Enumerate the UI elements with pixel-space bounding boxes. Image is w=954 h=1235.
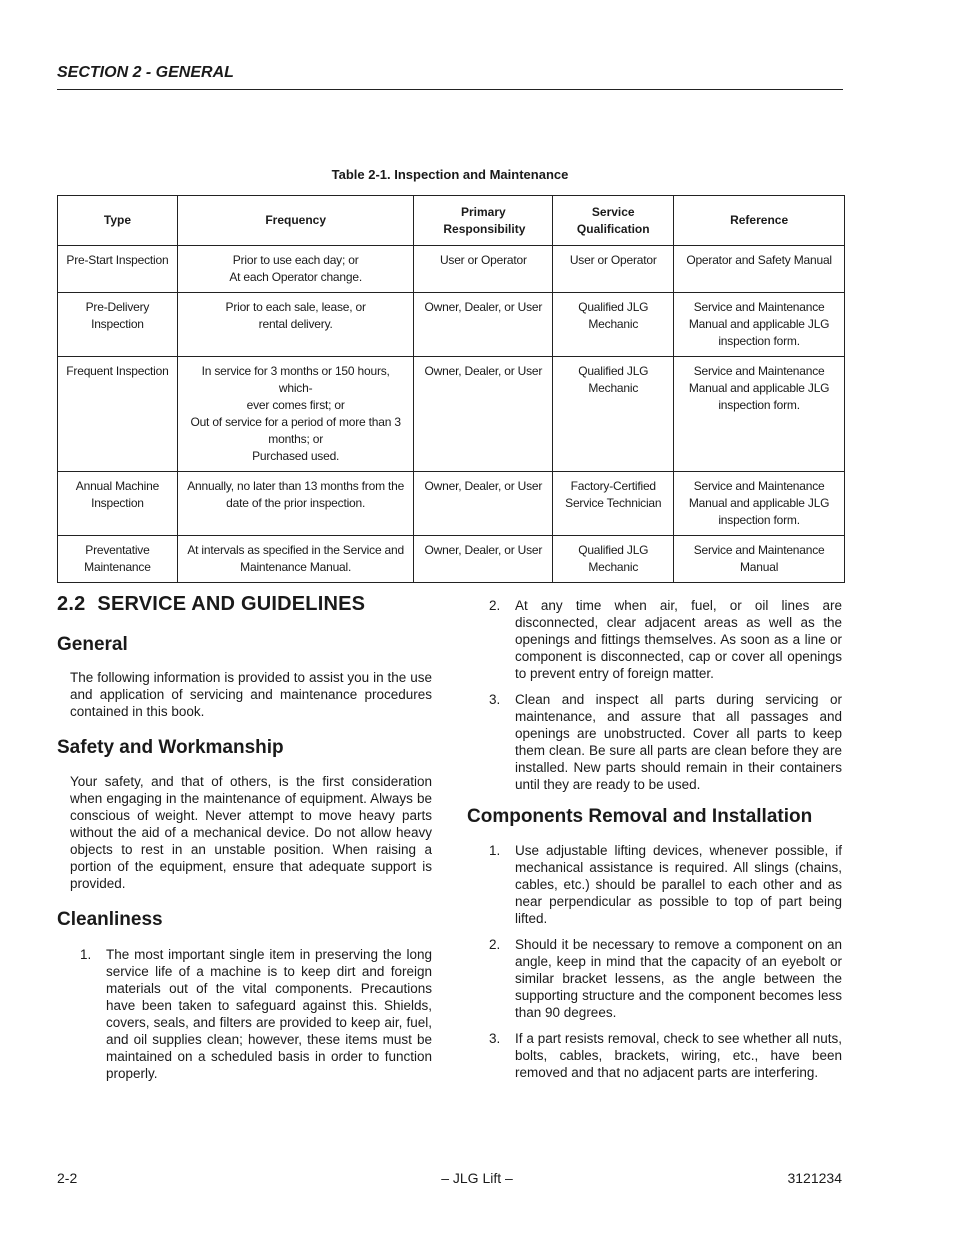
cell-line: In service for 3 months or 150 hours, which-: [201, 364, 390, 395]
cell-line: Service and Maintenance: [693, 364, 825, 378]
list-item-text: Clean and inspect all parts during servicing or maintenance, and assure that all passages and openings are unobstructed. Cover all parts to keep them clean. Be sure all parts are clean before they are installed. New parts should remain in their containers until they are ready to be used.: [515, 692, 842, 792]
cell-reference: [674, 536, 845, 583]
table-row: [58, 536, 845, 583]
cell-line: inspection form.: [718, 334, 800, 348]
cell-type: [58, 472, 178, 536]
cell-line: Owner, Dealer, or User: [424, 543, 543, 557]
cell-line: Manual and applicable JLG: [688, 317, 830, 331]
cell-line: Mechanic: [588, 317, 639, 331]
cell-reference: [674, 246, 845, 293]
cell-line: date of the prior inspection.: [226, 496, 366, 510]
components-heading: Components Removal and Installation: [467, 806, 813, 827]
cell-line: Service and Maintenance: [693, 543, 825, 557]
cell-service-qualification: [553, 293, 674, 357]
list-item-text: Use adjustable lifting devices, whenever possible, if mechanical assistance is required. All slings (chains, cables, etc.) should be parallel to each other and as near perpendicular as possible to top of part being lifted.: [515, 843, 842, 926]
cell-line: Maintenance: [84, 560, 151, 574]
cell-line: Service Technician: [565, 496, 662, 510]
cell-line: rental delivery.: [258, 317, 333, 331]
cell-line: At each Operator change.: [229, 270, 362, 284]
column-header-frequency: Frequency: [177, 196, 414, 246]
header-divider: [57, 89, 843, 90]
cell-line: Pre-Start Inspection: [66, 253, 169, 267]
list-item-number: 2.: [489, 937, 501, 952]
cell-type: [58, 536, 178, 583]
list-item-text: If a part resists removal, check to see whether all nuts, bolts, cables, brackets, wiring, etc., have been removed and that no adjacent parts are interfering.: [515, 1031, 842, 1080]
cell-line: Factory-Certified: [570, 479, 656, 493]
cell-line: Manual: [740, 560, 779, 574]
general-paragraph: The following information is provided to assist you in the use and application of servicing and maintenance procedures contained in this book.: [70, 670, 432, 719]
cell-type: [58, 357, 178, 472]
list-item-text: At any time when air, fuel, or oil lines are disconnected, clear adjacent areas as well as the openings and fittings themselves. As soon as a line or component is disconnected, cap or cover all openings to prevent entry of foreign matter.: [515, 598, 842, 681]
cell-line: Pre-Delivery: [85, 300, 150, 314]
cell-line: Purchased used.: [252, 449, 340, 463]
footer-page-number: 2-2: [57, 1170, 78, 1186]
cell-line: Frequent Inspection: [66, 364, 169, 378]
cell-service-qualification: [553, 357, 674, 472]
cell-line: Mechanic: [588, 560, 639, 574]
cell-line: At intervals as specified in the Service and: [187, 543, 404, 557]
cell-frequency: [177, 357, 414, 472]
safety-heading: Safety and Workmanship: [57, 737, 284, 758]
cell-type: [58, 293, 178, 357]
column-header-reference: Reference: [674, 196, 845, 246]
cell-frequency: [177, 246, 414, 293]
table-row: [58, 472, 845, 536]
column-header-primary-responsibility: Primary Responsibility: [414, 196, 553, 246]
list-item-number: 2.: [489, 598, 501, 613]
cell-line: ever comes first; or: [246, 398, 345, 412]
cell-line: Service and Maintenance: [693, 479, 825, 493]
list-item-number: 3.: [489, 692, 501, 707]
cell-primary-responsibility: [414, 536, 553, 583]
inspection-maintenance-table: [57, 195, 845, 583]
footer-center-text: – JLG Lift –: [441, 1170, 513, 1186]
cell-service-qualification: [553, 246, 674, 293]
table-body: [58, 246, 845, 583]
list-item-number: 1.: [489, 843, 501, 858]
table-row: [58, 246, 845, 293]
cell-reference: [674, 472, 845, 536]
list-item-number: 3.: [489, 1031, 501, 1046]
cell-line: Owner, Dealer, or User: [424, 364, 543, 378]
cell-line: Prior to each sale, lease, or: [225, 300, 366, 314]
cell-frequency: [177, 293, 414, 357]
table-row: [58, 293, 845, 357]
column-header-service-qualification: Service Qualification: [553, 196, 674, 246]
list-item-text: The most important single item in preserving the long service life of a machine is to keep dirt and foreign materials out of the vital components. Precautions have been taken to safeguard against this. Shields, covers, seals, and filters are provided to keep air, fuel, and oil supplies clean; however, these items must be maintained on a scheduled basis in order to function properly.: [106, 947, 432, 1081]
cell-line: Out of service for a period of more than 3: [190, 415, 401, 429]
section-title: SERVICE AND GUIDELINES: [97, 593, 366, 615]
cell-reference: [674, 357, 845, 472]
cell-line: Preventative: [85, 543, 150, 557]
cell-line: Manual and applicable JLG: [688, 381, 830, 395]
cell-line: inspection form.: [718, 398, 800, 412]
cell-line: Qualified JLG: [578, 364, 649, 378]
table-header-row: [58, 196, 845, 246]
cell-line: inspection form.: [718, 513, 800, 527]
footer-doc-number: 3121234: [787, 1170, 842, 1186]
column-header-type: Type: [58, 196, 178, 246]
cell-line: Service and Maintenance: [693, 300, 825, 314]
cell-line: Mechanic: [588, 381, 639, 395]
cell-line: Annual Machine: [75, 479, 160, 493]
list-item: [489, 842, 842, 927]
cell-line: Annually, no later than 13 months from the: [187, 479, 405, 493]
list-item-number: 1.: [80, 947, 92, 962]
cell-line: Operator and Safety Manual: [686, 253, 832, 267]
components-list: [489, 842, 842, 1090]
cell-type: [58, 246, 178, 293]
cell-line: User or Operator: [439, 253, 527, 267]
table-caption: Table 2-1. Inspection and Maintenance: [331, 167, 569, 182]
cell-primary-responsibility: [414, 357, 553, 472]
list-item-text: Should it be necessary to remove a component on an angle, keep in mind that the capacity of an eyebolt or similar bracket lessens, as the angle between the supporting structure and the component becomes less than 90 degrees.: [515, 937, 842, 1020]
list-item: [489, 936, 842, 1021]
cell-line: Inspection: [91, 496, 144, 510]
cell-frequency: [177, 536, 414, 583]
cell-primary-responsibility: [414, 472, 553, 536]
cell-service-qualification: [553, 536, 674, 583]
cell-line: Prior to use each day; or: [232, 253, 359, 267]
cell-line: Owner, Dealer, or User: [424, 479, 543, 493]
cell-line: Qualified JLG: [578, 543, 649, 557]
cell-line: months; or: [268, 432, 323, 446]
cell-line: User or Operator: [569, 253, 657, 267]
cell-line: Inspection: [91, 317, 144, 331]
section-header-title: SECTION 2 - GENERAL: [57, 64, 234, 81]
cell-line: Qualified JLG: [578, 300, 649, 314]
general-heading: General: [57, 634, 128, 655]
cell-primary-responsibility: [414, 246, 553, 293]
table-row: [58, 357, 845, 472]
cleanliness-list-right: [489, 597, 842, 802]
list-item: [489, 691, 842, 793]
cleanliness-list-left: [80, 946, 432, 1091]
section-number: 2.2: [57, 593, 86, 615]
list-item: [80, 946, 432, 1082]
cell-service-qualification: [553, 472, 674, 536]
list-item: [489, 1030, 842, 1081]
safety-paragraph: Your safety, and that of others, is the first consideration when engaging in the maintenance of equipment. Always be conscious of weight. Never attempt to move heavy parts without the aid of a mechanical device. Do not allow heavy objects to rest in an unstable position. When raising a portion of the equipment, ensure that adequate support is provided.: [70, 774, 432, 891]
cleanliness-heading: Cleanliness: [57, 909, 163, 930]
section-heading: [57, 593, 365, 616]
cell-primary-responsibility: [414, 293, 553, 357]
cell-line: Owner, Dealer, or User: [424, 300, 543, 314]
list-item: [489, 597, 842, 682]
cell-frequency: [177, 472, 414, 536]
cell-reference: [674, 293, 845, 357]
cell-line: Manual and applicable JLG: [688, 496, 830, 510]
cell-line: Maintenance Manual.: [240, 560, 352, 574]
